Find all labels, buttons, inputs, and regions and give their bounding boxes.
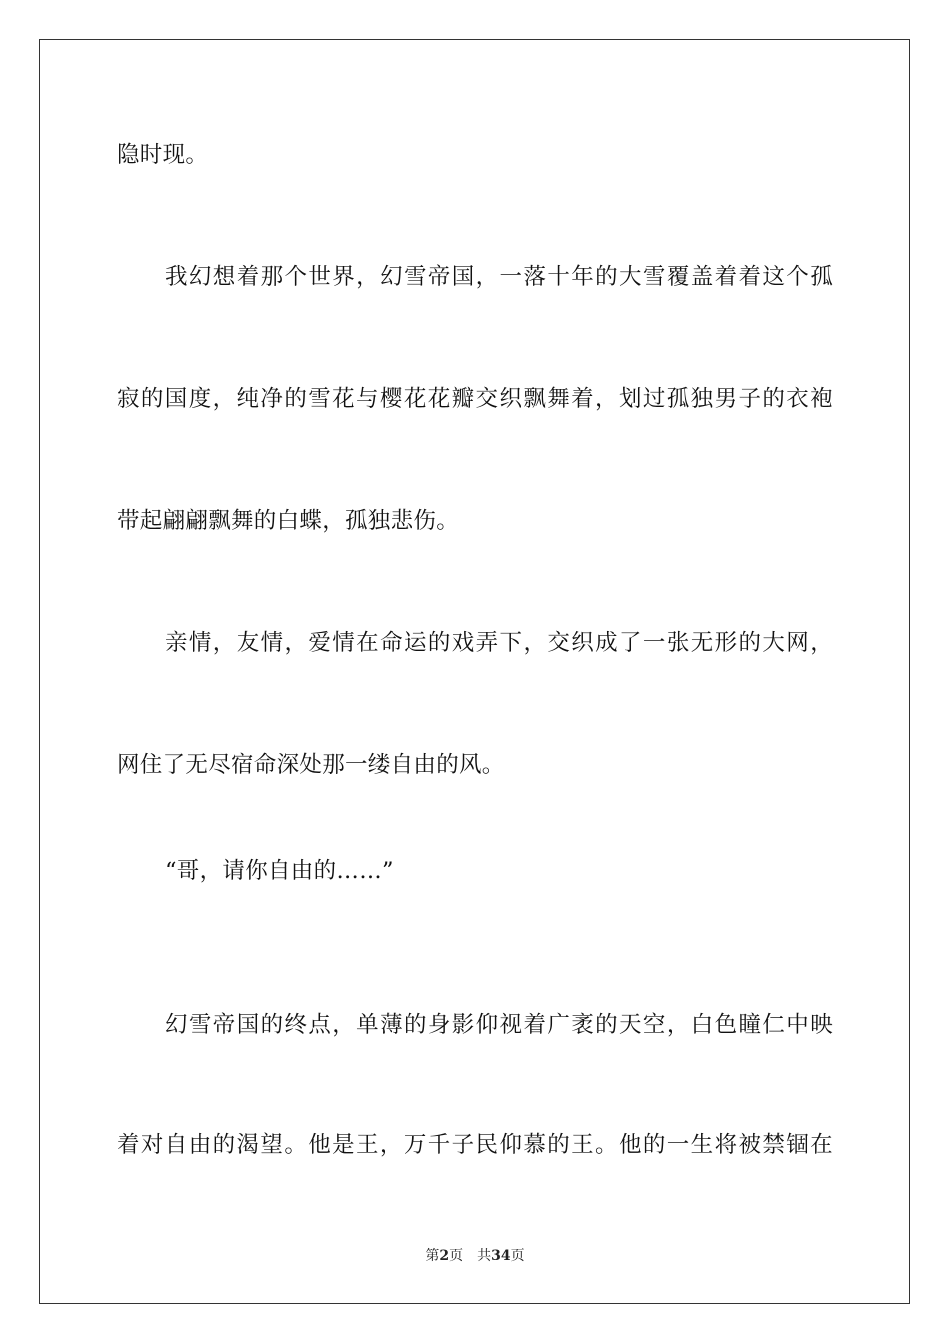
text-line-2: 我幻想着那个世界，幻雪帝国，一落十年的大雪覆盖着着这个孤: [165, 264, 833, 290]
total-prefix: 共: [477, 1248, 492, 1264]
text-line-4: 带起翩翩飘舞的白蝶，孤独悲伤。: [117, 508, 460, 534]
text-line-9: 着对自由的渴望。他是王，万千子民仰慕的王。他的一生将被禁锢在: [117, 1132, 833, 1158]
page-footer: [0, 1247, 950, 1265]
text-line-3: 寂的国度，纯净的雪花与樱花花瓣交织飘舞着，划过孤独男子的衣袍: [117, 386, 833, 412]
page-frame: [39, 39, 910, 1304]
total-pages: 34: [491, 1248, 511, 1264]
page-suffix: 页: [449, 1248, 464, 1264]
text-line-8: 幻雪帝国的终点，单薄的身影仰视着广袤的天空，白色瞳仁中映: [165, 1012, 833, 1038]
text-line-7: “哥，请你自由的……”: [165, 858, 394, 884]
total-suffix: 页: [510, 1248, 525, 1264]
text-line-5: 亲情，友情，爱情在命运的戏弄下，交织成了一张无形的大网，: [165, 630, 833, 656]
text-line-6: 网住了无尽宿命深处那一缕自由的风。: [117, 752, 505, 778]
text-line-1: 隐时现。: [117, 142, 209, 168]
page-prefix: 第: [425, 1248, 440, 1264]
page-number: 2: [439, 1248, 450, 1264]
